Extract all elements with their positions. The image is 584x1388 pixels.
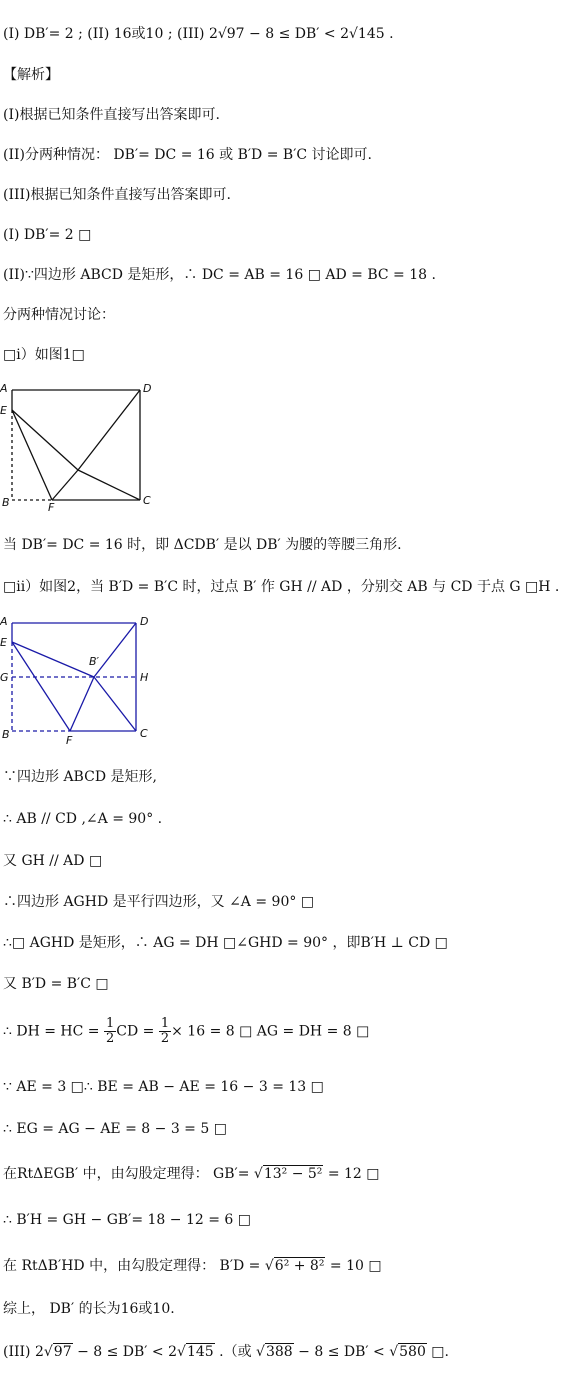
- sqrt-radicand: 388: [265, 1344, 293, 1360]
- sqrt-radicand: 6² + 8²: [274, 1258, 325, 1274]
- sqrt-radicand: 145: [186, 1344, 214, 1360]
- proof-line-7: [3, 1017, 369, 1046]
- fig1-label-E: E: [0, 404, 7, 417]
- fig2-label-G: G: [0, 671, 9, 684]
- case-2-heading: □ii）如图2，当 B′D = B′C 时，过点 B′ 作 GH // AD ，分别交 AB 与 CD 于点 G □H .: [3, 579, 560, 595]
- fraction-denominator: 2: [160, 1031, 170, 1046]
- proof-line-11: ∴ B′H = GH − GB′= 18 − 12 = 6 □: [3, 1212, 251, 1228]
- sqrt-radicand: 13² − 5²: [263, 1166, 323, 1182]
- proof-line-1: ∵四边形 ABCD 是矩形,: [3, 769, 157, 785]
- fig2-label-B: B: [2, 728, 10, 741]
- proof-line-4: ∴四边形 AGHD 是平行四边形，又 ∠A = 90° □: [3, 894, 315, 910]
- sqrt-sign: √: [177, 1344, 186, 1360]
- fraction-denominator: 2: [105, 1031, 115, 1046]
- proof-line-7-part-b: CD =: [116, 1023, 159, 1040]
- case-1-conclusion: 当 DB′= DC = 16 时，即 ΔCDB′ 是以 DB′ 为腰的等腰三角形.: [3, 537, 402, 553]
- sqrt-radicand: 580: [399, 1344, 426, 1360]
- answer-part-3-c: .（或: [214, 1344, 257, 1360]
- analysis-line-3: (III)根据已知条件直接写出答案即可.: [3, 187, 231, 203]
- fig2-label-C: C: [140, 727, 148, 740]
- fig1-label-A: A: [0, 382, 8, 395]
- proof-line-12-part-b: = 10 □: [325, 1258, 382, 1274]
- answer-part-3: [3, 1343, 449, 1361]
- summary-line: 综上， DB′ 的长为16或10.: [3, 1301, 175, 1317]
- sqrt-sign: √: [43, 1344, 53, 1360]
- analysis-heading: 【解析】: [3, 67, 59, 83]
- proof-line-3: 又 GH // AD □: [3, 853, 103, 869]
- fraction-half-b: [159, 1017, 171, 1046]
- fig1-label-D: D: [143, 382, 152, 395]
- answer-part-3-b: − 8 ≤ DB′ < 2: [72, 1344, 178, 1360]
- fig1-label-B: B: [2, 496, 10, 509]
- proof-line-12-part-a: 在 RtΔB′HD 中，由勾股定理得： B′D =: [3, 1258, 265, 1274]
- answer-part-3-a: (III) 2: [3, 1344, 44, 1360]
- fig1-label-F: F: [48, 501, 55, 514]
- proof-line-9: ∴ EG = AG − AE = 8 − 3 = 5 □: [3, 1121, 227, 1137]
- proof-line-7-part-c: × 16 = 8 □ AG = DH = 8 □: [171, 1023, 370, 1040]
- sqrt-sign: √: [256, 1344, 265, 1360]
- fig1-label-C: C: [143, 494, 151, 507]
- solution-line-2: (II)∵四边形 ABCD 是矩形，∴ DC = AB = 16 □ AD = BC = 18 .: [3, 267, 436, 283]
- proof-line-7-part-a: ∴ DH = HC =: [3, 1023, 104, 1040]
- proof-line-5: ∴□ AGHD 是矩形，∴ AG = DH □∠GHD = 90° ，即B′H ⊥ CD □: [3, 935, 448, 951]
- figure-1-lines: [12, 390, 140, 500]
- answer-part-3-d: − 8 ≤ DB′ <: [293, 1344, 390, 1360]
- figure-2: [0, 610, 170, 745]
- figure-1: [0, 380, 170, 515]
- fraction-numerator: 1: [160, 1016, 170, 1031]
- proof-line-10: [3, 1165, 380, 1183]
- sqrt-radicand: 97: [53, 1344, 72, 1360]
- figure-2-lines: [12, 623, 136, 731]
- fig2-label-H: H: [140, 671, 149, 684]
- fig2-label-E: E: [0, 636, 7, 649]
- fraction-numerator: 1: [105, 1016, 115, 1031]
- analysis-line-1: (I)根据已知条件直接写出答案即可.: [3, 107, 220, 123]
- solution-line-3: 分两种情况讨论：: [3, 307, 115, 323]
- proof-line-10-part-a: 在RtΔEGB′ 中，由勾股定理得： GB′=: [3, 1166, 254, 1182]
- sqrt-sign: √: [253, 1166, 263, 1182]
- fraction-half-a: [104, 1017, 116, 1046]
- fig2-label-F: F: [66, 734, 73, 745]
- proof-line-8: ∵ AE = 3 □∴ BE = AB − AE = 16 − 3 = 13 □: [3, 1079, 324, 1095]
- answer-part-3-e: □.: [426, 1344, 449, 1360]
- sqrt-sign: √: [389, 1344, 399, 1360]
- proof-line-2: ∴ AB // CD ,∠A = 90° .: [3, 811, 163, 827]
- solution-line-1: (I) DB′= 2 □: [3, 227, 92, 243]
- proof-line-10-part-b: = 12 □: [323, 1166, 380, 1182]
- proof-line-6: 又 B′D = B′C □: [3, 976, 109, 992]
- answer-summary: (I) DB′= 2 ; (II) 16或10 ; (III) 2√97 − 8 ≤ DB′ < 2√145 .: [3, 26, 394, 42]
- fig2-label-A: A: [0, 615, 8, 628]
- fig2-label-Bprime: B′: [89, 655, 100, 668]
- analysis-line-2: (II)分两种情况： DB′= DC = 16 或 B′D = B′C 讨论即可.: [3, 147, 372, 163]
- proof-line-12: [3, 1257, 382, 1275]
- case-1-heading: □i）如图1□: [3, 347, 85, 363]
- fig2-label-D: D: [140, 615, 149, 628]
- sqrt-sign: √: [264, 1258, 274, 1274]
